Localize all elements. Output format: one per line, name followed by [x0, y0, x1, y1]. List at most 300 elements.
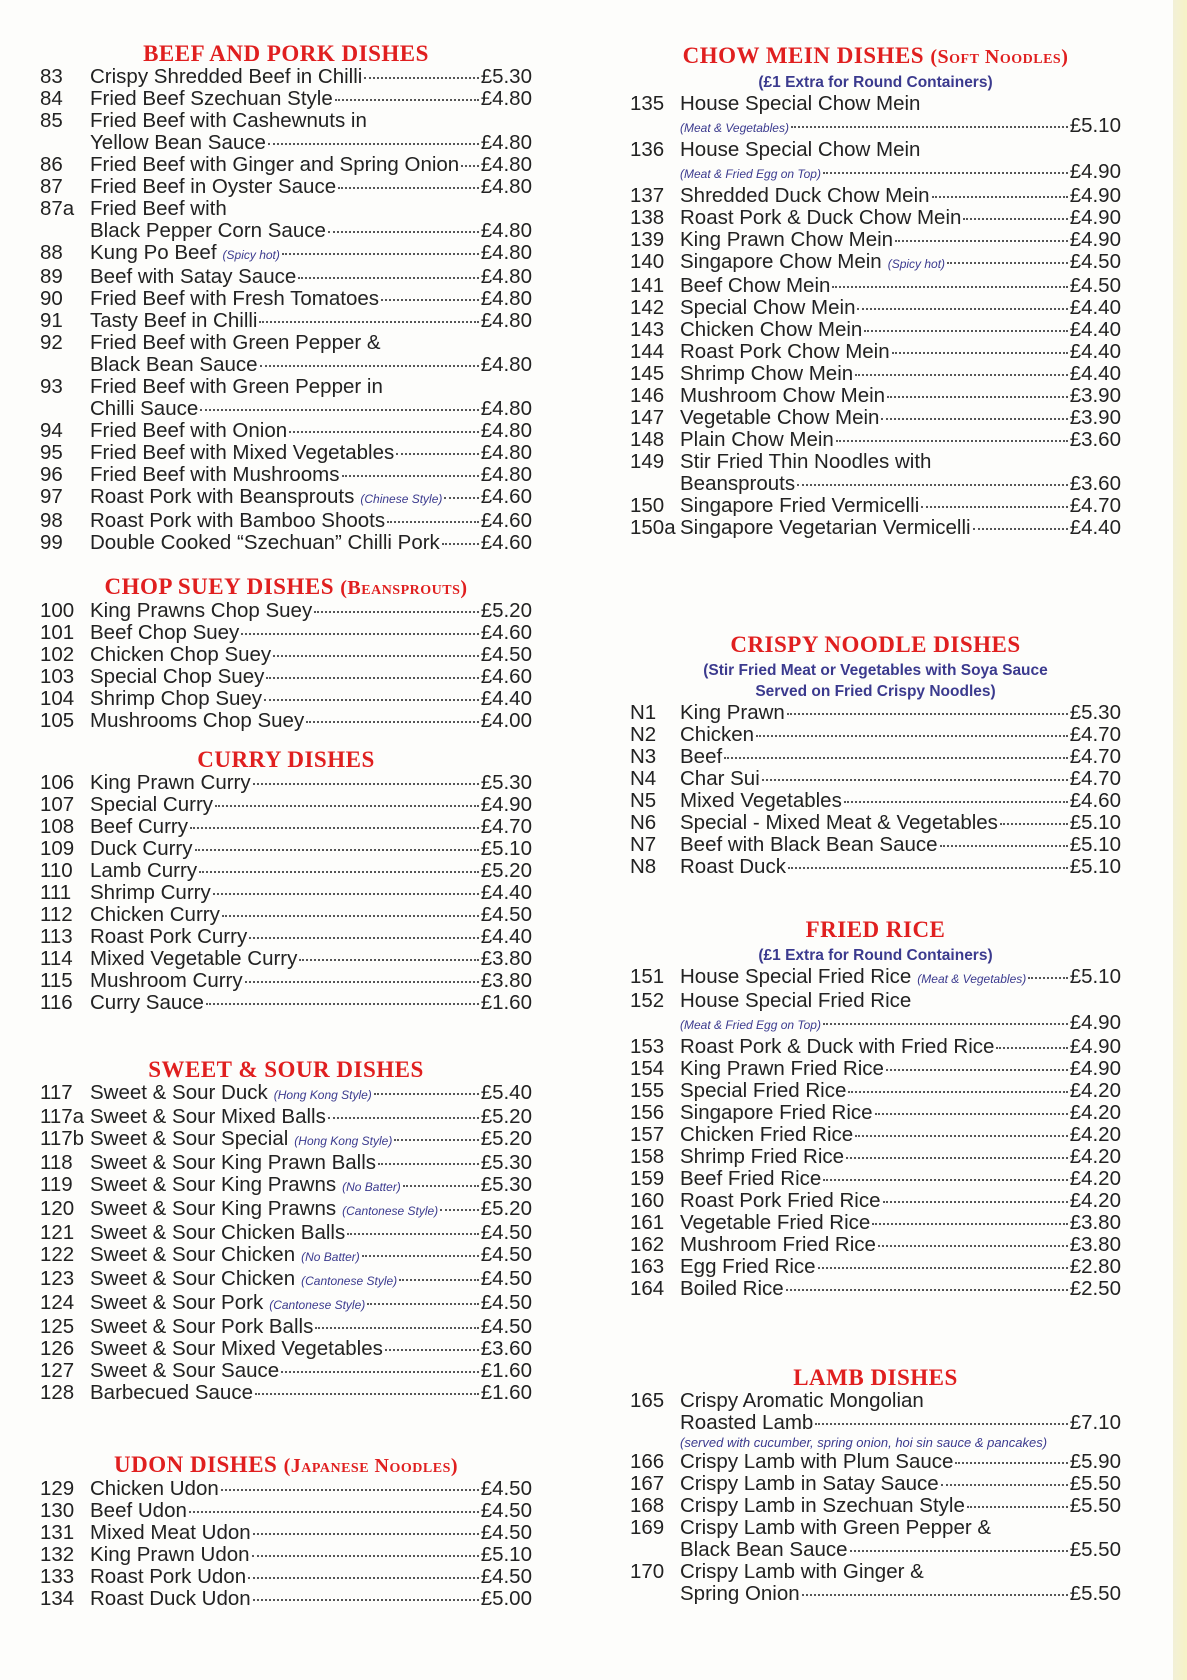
dot-leader [264, 699, 479, 701]
item-price: £4.20 [1069, 1123, 1121, 1146]
item-price: £4.90 [1069, 160, 1121, 183]
item-name: Sweet & Sour King Prawns [90, 1173, 337, 1196]
menu-item [630, 768, 1121, 790]
item-number: 146 [630, 384, 665, 407]
dot-leader [249, 937, 478, 939]
item-price: £4.40 [480, 687, 532, 710]
item-price: £4.50 [1069, 250, 1121, 273]
dot-leader [802, 1594, 1068, 1596]
item-number: 129 [40, 1477, 75, 1500]
item-price: £3.90 [1069, 384, 1121, 407]
item-line [90, 442, 532, 464]
item-name: Sweet & Sour King Prawns [90, 1197, 337, 1220]
menu-item [630, 363, 1121, 385]
item-price: £4.80 [480, 353, 532, 376]
item-name: Chilli Sauce [90, 397, 199, 420]
item-number: 89 [40, 265, 63, 288]
menu-item [40, 1588, 532, 1610]
item-name: Fried Beef with Ginger and Spring Onion [90, 153, 460, 176]
item-number: 102 [40, 643, 75, 666]
dot-leader [963, 218, 1067, 220]
item-body [680, 139, 1121, 185]
item-body [90, 1268, 532, 1292]
item-name: Fried Beef with Mushrooms [90, 463, 340, 486]
dot-leader [241, 633, 478, 635]
item-line [680, 319, 1121, 341]
item-body [680, 966, 1121, 990]
item-body [90, 882, 532, 904]
menu-item [40, 198, 532, 242]
menu-item [40, 1316, 532, 1338]
item-number: 136 [630, 138, 665, 161]
menu-item [40, 1500, 532, 1522]
menu-item [40, 110, 532, 154]
dot-leader [881, 418, 1067, 420]
menu-item [40, 666, 532, 688]
item-body [680, 341, 1121, 363]
section-crispy-noodle-dishes [630, 633, 1121, 878]
menu-item [40, 970, 532, 992]
item-name: Special Curry [90, 793, 214, 816]
item-name: Chicken Fried Rice [680, 1123, 854, 1146]
menu-item [40, 1360, 532, 1382]
item-number: 135 [630, 92, 665, 115]
item-name: Chicken Chow Mein [680, 318, 863, 341]
item-line [90, 310, 532, 332]
section-heading [40, 575, 532, 600]
item-line [680, 429, 1121, 451]
item-body [680, 724, 1121, 746]
item-body [680, 1495, 1121, 1517]
item-number: 117 [40, 1081, 73, 1104]
item-price: £5.30 [480, 1173, 532, 1196]
item-number: 128 [40, 1381, 75, 1404]
menu-item [630, 451, 1121, 495]
item-number: 159 [630, 1167, 665, 1190]
item-name: Beansprouts [680, 472, 796, 495]
item-price: £5.50 [1069, 1538, 1121, 1561]
item-number: N2 [630, 723, 657, 746]
item-number: 138 [630, 206, 665, 229]
dot-leader [1028, 977, 1067, 979]
dot-leader [442, 543, 479, 545]
item-line [90, 220, 532, 242]
item-line [680, 1012, 1121, 1036]
item-body [680, 517, 1121, 539]
item-number: 114 [40, 947, 73, 970]
menu-item [40, 882, 532, 904]
item-body [680, 1058, 1121, 1080]
dot-leader [268, 143, 479, 145]
item-name: Mushroom Chow Mein [680, 384, 886, 407]
menu-item [40, 710, 532, 732]
item-number: 167 [630, 1472, 665, 1495]
dot-leader [857, 308, 1067, 310]
item-line [680, 1256, 1121, 1278]
item-body [680, 856, 1121, 878]
menu-item [40, 1128, 532, 1152]
item-line [90, 376, 532, 398]
item-body [90, 1566, 532, 1588]
item-number: 104 [40, 687, 75, 710]
item-name: Chicken [680, 723, 755, 746]
item-price: £5.20 [480, 1127, 532, 1150]
item-line [90, 992, 532, 1014]
dot-leader [724, 757, 1068, 759]
item-line [680, 724, 1121, 746]
item-number: 126 [40, 1337, 75, 1360]
dot-leader [967, 1506, 1068, 1508]
item-price: £4.20 [1069, 1145, 1121, 1168]
item-line [90, 688, 532, 710]
menu-item [40, 442, 532, 464]
item-body [680, 185, 1121, 207]
menu-item [630, 1390, 1121, 1451]
item-name: Vegetable Fried Rice [680, 1211, 871, 1234]
item-number: 83 [40, 65, 63, 88]
menu-item [40, 420, 532, 442]
item-price: £5.30 [480, 1151, 532, 1174]
menu-item [630, 1168, 1121, 1190]
item-line [680, 1412, 1121, 1434]
menu-item [630, 1278, 1121, 1300]
item-name: Boiled Rice [680, 1277, 784, 1300]
section-subtitle: (Beansprouts) [340, 577, 468, 599]
item-line [680, 93, 1121, 115]
item-number: 84 [40, 87, 63, 110]
item-body [90, 1382, 532, 1404]
item-line [680, 966, 1121, 990]
item-name: Shredded Duck Chow Mein [680, 184, 930, 207]
item-body [90, 860, 532, 882]
dot-leader [892, 352, 1068, 354]
menu-item [630, 1124, 1121, 1146]
item-number: N5 [630, 789, 657, 812]
item-number: 161 [630, 1211, 665, 1234]
item-line [680, 834, 1121, 856]
menu-item [40, 376, 532, 420]
item-line [90, 198, 532, 220]
item-price: £4.50 [480, 1477, 532, 1500]
item-price: £5.30 [480, 771, 532, 794]
menu-item [630, 856, 1121, 878]
item-name: King Prawn [680, 701, 785, 724]
item-serving-note: (served with cucumber, spring onion, hoi sin sauce & pancakes) [680, 1435, 1048, 1450]
item-price: £5.40 [480, 1081, 532, 1104]
menu-item [630, 790, 1121, 812]
menu-item [40, 66, 532, 88]
item-price: £4.80 [480, 87, 532, 110]
menu-item [630, 407, 1121, 429]
menu-item [40, 772, 532, 794]
dot-leader [797, 484, 1068, 486]
item-name: Tasty Beef in Chilli [90, 309, 258, 332]
item-price: £5.00 [480, 1587, 532, 1610]
item-body [680, 1473, 1121, 1495]
item-body [680, 251, 1121, 275]
item-price: £4.60 [480, 509, 532, 532]
dot-leader [245, 981, 479, 983]
menu-item [40, 1174, 532, 1198]
dot-leader [832, 286, 1067, 288]
section-note: (£1 Extra for Round Containers) [758, 947, 993, 964]
item-price: £4.20 [1069, 1189, 1121, 1212]
item-price: £2.80 [1069, 1255, 1121, 1278]
item-price: £4.20 [1069, 1167, 1121, 1190]
menu-item [630, 834, 1121, 856]
menu-item [40, 532, 532, 554]
item-price: £5.10 [1069, 833, 1121, 856]
item-line [680, 385, 1121, 407]
menu-item [40, 1522, 532, 1544]
item-body [90, 420, 532, 442]
item-name: House Special Chow Mein [680, 138, 921, 161]
item-price: £5.10 [1069, 811, 1121, 834]
dot-leader [461, 165, 478, 167]
dot-leader [335, 99, 479, 101]
item-body [680, 275, 1121, 297]
item-number: 158 [630, 1145, 665, 1168]
menu-item [40, 904, 532, 926]
item-name: Roast Pork with Bamboo Shoots [90, 509, 386, 532]
item-body [90, 1338, 532, 1360]
menu-item [630, 1495, 1121, 1517]
item-line [680, 1036, 1121, 1058]
dot-leader [396, 453, 478, 455]
item-line [90, 1292, 532, 1316]
item-name: Sweet & Sour Chicken [90, 1267, 296, 1290]
dot-leader [941, 1484, 1068, 1486]
item-line [90, 1500, 532, 1522]
item-name: Special Chow Mein [680, 296, 856, 319]
item-body [90, 486, 532, 510]
item-price: £4.80 [480, 441, 532, 464]
dot-leader [314, 611, 478, 613]
item-name: Sweet & Sour Mixed Balls [90, 1105, 326, 1128]
item-body [680, 1124, 1121, 1146]
item-number: 150 [630, 494, 665, 517]
item-number: 86 [40, 153, 63, 176]
item-name: Fried Beef with Mixed Vegetables [90, 441, 395, 464]
item-body [680, 990, 1121, 1036]
item-price: £3.80 [1069, 1211, 1121, 1234]
item-line [90, 510, 532, 532]
section-note: (£1 Extra for Round Containers) [758, 74, 993, 91]
item-number: 163 [630, 1255, 665, 1278]
dot-leader [195, 849, 479, 851]
menu-item [40, 176, 532, 198]
menu-item [630, 1234, 1121, 1256]
section-heading [40, 748, 532, 772]
item-name: Mushroom Curry [90, 969, 243, 992]
item-body [90, 838, 532, 860]
dot-leader [886, 1069, 1068, 1071]
item-body [90, 1588, 532, 1610]
item-body [680, 834, 1121, 856]
dot-leader [1000, 823, 1068, 825]
item-body [90, 1198, 532, 1222]
item-price: £3.90 [1069, 406, 1121, 429]
menu-item [630, 229, 1121, 251]
item-name: Mushrooms Chop Suey [90, 709, 305, 732]
item-number: 150a [630, 516, 676, 539]
item-body [90, 266, 532, 288]
item-body [90, 970, 532, 992]
item-name: Char Sui [680, 767, 760, 790]
item-body [680, 229, 1121, 251]
menu-item [40, 486, 532, 510]
dot-leader [955, 1462, 1067, 1464]
dot-leader [221, 1489, 479, 1491]
item-body [90, 600, 532, 622]
item-line [90, 242, 532, 266]
item-number: 149 [630, 450, 665, 473]
item-body [680, 207, 1121, 229]
item-name: Roasted Lamb [680, 1411, 814, 1434]
item-body [680, 451, 1121, 495]
item-line [90, 1544, 532, 1566]
dot-leader [875, 1113, 1068, 1115]
section-title: SWEET & SOUR DISHES [148, 1057, 424, 1082]
dot-leader [883, 1201, 1068, 1203]
item-tag: (Meat & Fried Egg on Top) [680, 1018, 821, 1032]
item-number: 164 [630, 1277, 665, 1300]
item-line [680, 1561, 1121, 1583]
item-number: 119 [40, 1173, 73, 1196]
item-price: £5.20 [480, 1197, 532, 1220]
dot-leader [253, 1599, 479, 1601]
item-price: £4.70 [1069, 767, 1121, 790]
menu-item [40, 154, 532, 176]
item-price: £4.90 [1069, 1035, 1121, 1058]
item-line [90, 1566, 532, 1588]
item-name: Sweet & Sour Chicken Balls [90, 1221, 346, 1244]
item-price: £4.60 [1069, 789, 1121, 812]
item-line [90, 948, 532, 970]
item-body [90, 1522, 532, 1544]
item-body [90, 992, 532, 1014]
dot-leader [347, 1233, 478, 1235]
dot-leader [298, 277, 478, 279]
item-body [680, 1080, 1121, 1102]
menu-item [630, 1256, 1121, 1278]
item-name: Beef Curry [90, 815, 188, 838]
item-body [680, 768, 1121, 790]
menu-item [630, 319, 1121, 341]
item-tag: (Chinese Style) [360, 492, 443, 506]
item-number: 90 [40, 287, 63, 310]
item-number: 140 [630, 250, 665, 273]
menu-item [40, 1478, 532, 1500]
item-number: 121 [40, 1221, 75, 1244]
item-name: Kung Po Beef [90, 241, 217, 264]
item-body [680, 1036, 1121, 1058]
item-name: Roast Pork Udon [90, 1565, 247, 1588]
item-line [90, 1106, 532, 1128]
dot-leader [367, 1303, 478, 1305]
item-name: Shrimp Chop Suey [90, 687, 263, 710]
item-price: £4.90 [1069, 228, 1121, 251]
item-price: £4.80 [480, 175, 532, 198]
item-price: £4.40 [480, 925, 532, 948]
item-number: 110 [40, 859, 73, 882]
item-name: Stir Fried Thin Noodles with [680, 450, 932, 473]
section-curry-dishes [40, 748, 532, 1014]
section-note: (Stir Fried Meat or Vegetables with Soya Sauce [703, 662, 1048, 679]
item-number: 96 [40, 463, 63, 486]
item-body [90, 442, 532, 464]
item-line [90, 464, 532, 486]
item-line [680, 363, 1121, 385]
item-line [680, 1278, 1121, 1300]
item-body [680, 1102, 1121, 1124]
section-chow-mein-dishes [630, 44, 1121, 539]
item-line [680, 812, 1121, 834]
dot-leader [394, 1139, 478, 1141]
item-body [680, 363, 1121, 385]
item-name: Beef with Black Bean Sauce [680, 833, 938, 856]
item-body [90, 1082, 532, 1106]
item-price: £5.30 [1069, 701, 1121, 724]
dot-leader [855, 374, 1068, 376]
menu-item [630, 1102, 1121, 1124]
item-price: £4.80 [480, 419, 532, 442]
item-name: Chicken Chop Suey [90, 643, 272, 666]
item-line [90, 1360, 532, 1382]
menu-item [40, 622, 532, 644]
item-body [90, 288, 532, 310]
item-name: Singapore Fried Rice [680, 1101, 873, 1124]
section-heading [40, 1058, 532, 1082]
item-name: Beef Chow Mein [680, 274, 831, 297]
item-price: £4.80 [480, 219, 532, 242]
menu-item [40, 860, 532, 882]
item-body [680, 790, 1121, 812]
dot-leader [387, 521, 479, 523]
section-title: CHOW MEIN DISHES [682, 43, 925, 68]
dot-leader [403, 1185, 479, 1187]
item-line [680, 1212, 1121, 1234]
item-number: 87a [40, 197, 75, 220]
dot-leader [844, 801, 1068, 803]
item-name: Fried Beef with Fresh Tomatoes [90, 287, 380, 310]
item-price: £4.50 [480, 643, 532, 666]
item-line [90, 816, 532, 838]
item-number: 111 [40, 881, 72, 904]
item-line [90, 1316, 532, 1338]
item-line [90, 644, 532, 666]
menu-item [40, 838, 532, 860]
dot-leader [786, 1289, 1068, 1291]
item-price: £4.80 [480, 241, 532, 264]
menu-item [630, 341, 1121, 363]
item-body [680, 746, 1121, 768]
menu-item [40, 332, 532, 376]
item-body [90, 1174, 532, 1198]
item-body [90, 644, 532, 666]
dot-leader [206, 1003, 479, 1005]
item-number: 98 [40, 509, 63, 532]
item-line [90, 1198, 532, 1222]
item-name: Beef Udon [90, 1499, 187, 1522]
item-line [90, 1588, 532, 1610]
item-price: £4.70 [1069, 723, 1121, 746]
menu-item [40, 816, 532, 838]
item-line [90, 622, 532, 644]
dot-leader [973, 528, 1068, 530]
item-body [90, 1544, 532, 1566]
item-price: £4.00 [480, 709, 532, 732]
